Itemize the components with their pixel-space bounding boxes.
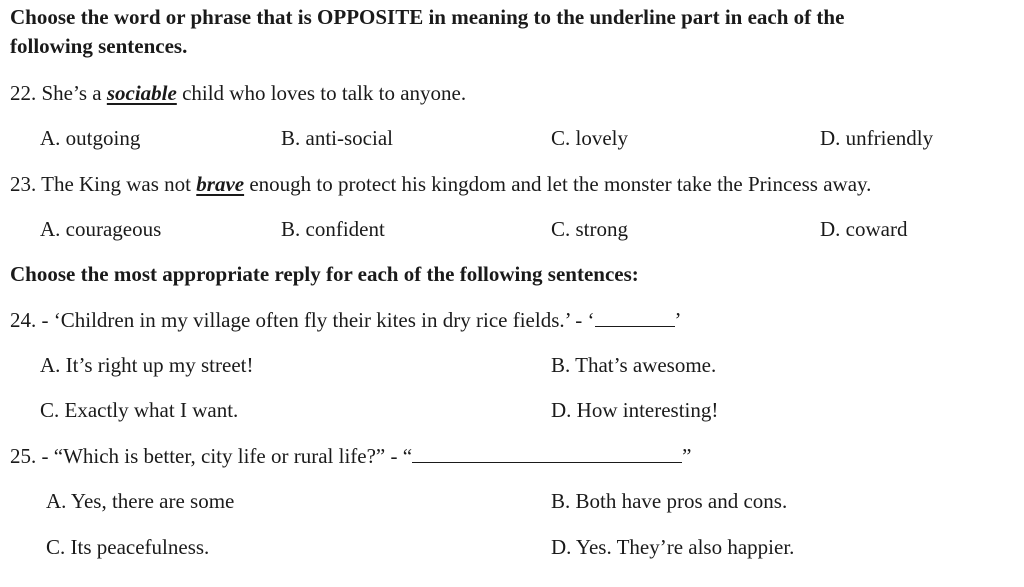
- question-22-text-post: child who loves to talk to anyone.: [176, 81, 467, 105]
- question-24-text-pre: 24. - ‘Children in my village often fly their kites in dry rice fields.’ - ‘: [10, 308, 595, 332]
- question-22-option-a[interactable]: A. outgoing: [40, 126, 141, 150]
- question-23-option-b[interactable]: B. confident: [281, 217, 385, 241]
- question-24-text-post: ’: [674, 308, 682, 332]
- question-23-text-pre: 23. The King was not: [10, 172, 197, 196]
- section2-instruction: Choose the most appropriate reply for each of the following sentences:: [10, 262, 639, 286]
- question-22-underlined-word: sociable: [106, 81, 177, 105]
- section1-instruction-line2: following sentences.: [10, 34, 188, 58]
- question-25-option-b[interactable]: B. Both have pros and cons.: [551, 489, 788, 513]
- question-23-text-post: enough to protect his kingdom and let the monster take the Princess away.: [244, 172, 872, 196]
- question-25-text-post: ”: [682, 444, 692, 468]
- question-25-text-pre: 25. - “Which is better, city life or rural life?” - “: [10, 444, 413, 468]
- question-23-underlined-word: brave: [196, 172, 245, 196]
- question-25-answer-blank[interactable]: [412, 444, 682, 463]
- question-24-option-b[interactable]: B. That’s awesome.: [551, 353, 717, 377]
- question-24: [10, 307, 682, 333]
- question-22-option-d[interactable]: D. unfriendly: [820, 126, 934, 150]
- question-23-option-a[interactable]: A. courageous: [40, 217, 162, 241]
- question-25-option-d[interactable]: D. Yes. They’re also happier.: [551, 535, 795, 559]
- question-22: [10, 80, 466, 106]
- question-23: [10, 171, 871, 197]
- question-22-text-pre: 22. She’s a: [10, 81, 107, 105]
- question-22-option-b[interactable]: B. anti-social: [281, 126, 393, 150]
- question-24-option-a[interactable]: A. It’s right up my street!: [40, 353, 254, 377]
- question-23-option-c[interactable]: C. strong: [551, 217, 629, 241]
- question-24-option-d[interactable]: D. How interesting!: [551, 398, 719, 422]
- question-25-option-c[interactable]: C. Its peacefulness.: [46, 535, 210, 559]
- question-25-option-a[interactable]: A. Yes, there are some: [46, 489, 235, 513]
- question-23-option-d[interactable]: D. coward: [820, 217, 908, 241]
- question-22-option-c[interactable]: C. lovely: [551, 126, 628, 150]
- section1-instruction-line1: Choose the word or phrase that is OPPOSITE in meaning to the underline part in each of the: [10, 5, 845, 29]
- question-24-option-c[interactable]: C. Exactly what I want.: [40, 398, 239, 422]
- question-25: [10, 443, 691, 469]
- question-24-answer-blank[interactable]: [595, 308, 675, 327]
